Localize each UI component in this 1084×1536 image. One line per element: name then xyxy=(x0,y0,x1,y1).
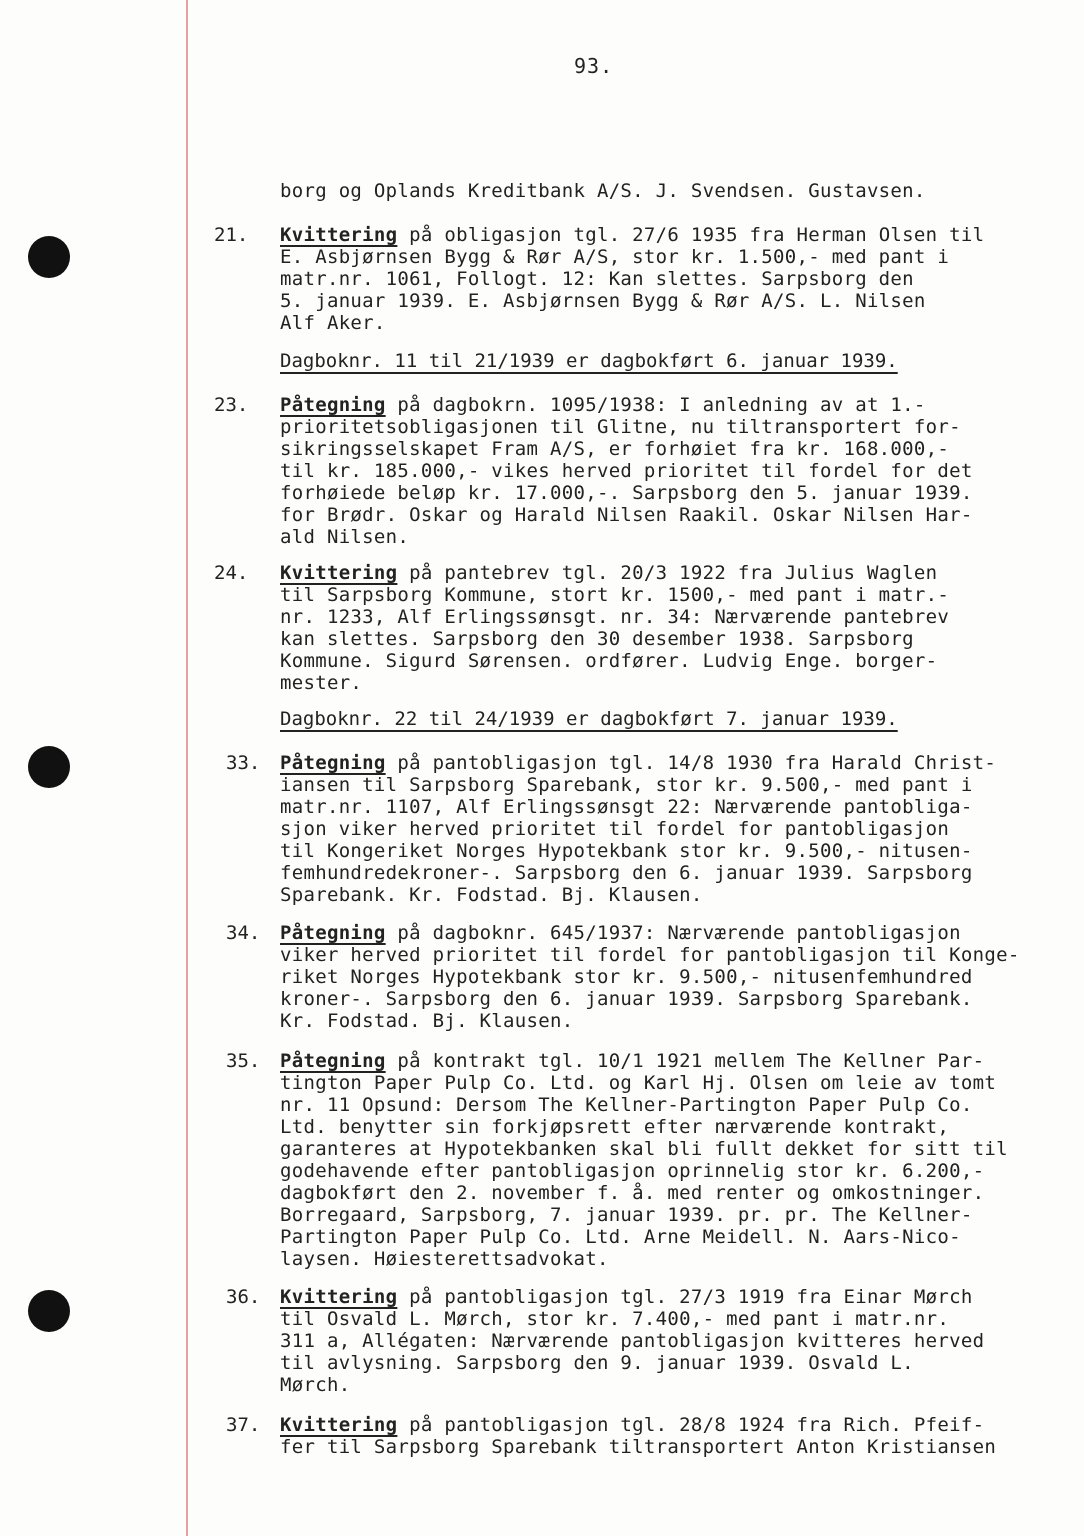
entry-line: 311 a, Allégaten: Nærværende pantobligasjon kvitteres herved xyxy=(280,1330,985,1352)
entry-line: Kvittering på pantobligasjon tgl. 27/3 1919 fra Einar Mørch xyxy=(280,1286,973,1308)
entry-line: nr. 1233, Alf Erlingssønsgt. nr. 34: Nærværende pantebrev xyxy=(280,606,950,628)
entry-number: 36. xyxy=(226,1286,261,1308)
entry-heading: Kvittering xyxy=(280,1286,398,1308)
entry-line: prioritetsobligasjonen til Glitne, nu tiltransportert for- xyxy=(280,416,961,438)
entry-line: Påtegning på dagboknr. 645/1937: Nærværende pantobligasjon xyxy=(280,922,961,944)
entry-line: mester. xyxy=(280,672,363,694)
entry-number: 23. xyxy=(214,394,249,416)
entry-line: Påtegning på pantobligasjon tgl. 14/8 1930 fra Harald Christ- xyxy=(280,752,997,774)
entry-line: for Brødr. Oskar og Harald Nilsen Raakil. Oskar Nilsen Har- xyxy=(280,504,973,526)
entry-line: matr.nr. 1061, Follogt. 12: Kan slettes. Sarpsborg den xyxy=(280,268,914,290)
entry-number: 34. xyxy=(226,922,261,944)
punch-hole xyxy=(28,236,70,278)
entry-line: Kr. Fodstad. Bj. Klausen. xyxy=(280,1010,574,1032)
entry-line: Kvittering på pantobligasjon tgl. 28/8 1924 fra Rich. Pfeif- xyxy=(280,1414,985,1436)
entry-line: E. Asbjørnsen Bygg & Rør A/S, stor kr. 1.500,- med pant i xyxy=(280,246,950,268)
punch-hole xyxy=(28,746,70,788)
header-line: borg og Oplands Kreditbank A/S. J. Svendsen. Gustavsen. xyxy=(280,180,926,202)
entry-line: Sparebank. Kr. Fodstad. Bj. Klausen. xyxy=(280,884,703,906)
entry-line: matr.nr. 1107, Alf Erlingssønsgt 22: Nærværende pantobliga- xyxy=(280,796,973,818)
entry-line: Ltd. benytter sin forkjøpsrett efter nærværende kontrakt, xyxy=(280,1116,950,1138)
punch-hole xyxy=(28,1290,70,1332)
entry-line: dagbokført den 2. november f. å. med renter og omkostninger. xyxy=(280,1182,985,1204)
entry-line: til Kongeriket Norges Hypotekbank stor kr. 9.500,- nitusen- xyxy=(280,840,973,862)
entry-line: iansen til Sarpsborg Sparebank, stor kr. 9.500,- med pant i xyxy=(280,774,973,796)
dagbok-note: Dagboknr. 11 til 21/1939 er dagbokført 6. januar 1939. xyxy=(280,350,898,372)
entry-line: viker herved prioritet til fordel for pantobligasjon til Konge- xyxy=(280,944,1020,966)
entry-line: godehavende efter pantobligasjon oprinnelig stor kr. 6.200,- xyxy=(280,1160,985,1182)
entry-heading: Påtegning xyxy=(280,1050,386,1072)
entry-heading: Kvittering xyxy=(280,562,398,584)
entry-line: kroner-. Sarpsborg den 6. januar 1939. Sarpsborg Sparebank. xyxy=(280,988,973,1010)
entry-number: 37. xyxy=(226,1414,261,1436)
entry-number: 24. xyxy=(214,562,249,584)
entry-number: 21. xyxy=(214,224,249,246)
entry-line: ald Nilsen. xyxy=(280,526,410,548)
entry-heading: Kvittering xyxy=(280,224,398,246)
entry-heading: Påtegning xyxy=(280,752,386,774)
entry-line: Kvittering på pantebrev tgl. 20/3 1922 fra Julius Waglen xyxy=(280,562,938,584)
page-number: 93. xyxy=(574,54,614,78)
entry-line: til avlysning. Sarpsborg den 9. januar 1939. Osvald L. xyxy=(280,1352,914,1374)
entry-line: Påtegning på dagbokrn. 1095/1938: I anledning av at 1.- xyxy=(280,394,926,416)
entry-heading: Påtegning xyxy=(280,394,386,416)
entry-line: Alf Aker. xyxy=(280,312,386,334)
entry-line: Borregaard, Sarpsborg, 7. januar 1939. pr. pr. The Kellner- xyxy=(280,1204,973,1226)
entry-line: til Sarpsborg Kommune, stort kr. 1500,- med pant i matr.- xyxy=(280,584,950,606)
entry-line: laysen. Høiesterettsadvokat. xyxy=(280,1248,609,1270)
entry-line: femhundredekroner-. Sarpsborg den 6. januar 1939. Sarpsborg xyxy=(280,862,973,884)
entry-line: nr. 11 Opsund: Dersom The Kellner-Partington Paper Pulp Co. xyxy=(280,1094,973,1116)
entry-line: fer til Sarpsborg Sparebank tiltransportert Anton Kristiansen xyxy=(280,1436,997,1458)
entry-line: Kvittering på obligasjon tgl. 27/6 1935 fra Herman Olsen til xyxy=(280,224,985,246)
entry-line: til kr. 185.000,- vikes herved prioritet til fordel for det xyxy=(280,460,973,482)
entry-line: Kommune. Sigurd Sørensen. ordfører. Ludvig Enge. borger- xyxy=(280,650,938,672)
entry-line: Partington Paper Pulp Co. Ltd. Arne Meidell. N. Aars-Nico- xyxy=(280,1226,961,1248)
entry-heading: Kvittering xyxy=(280,1414,398,1436)
entry-line: tington Paper Pulp Co. Ltd. og Karl Hj. Olsen om leie av tomt xyxy=(280,1072,997,1094)
entry-line: kan slettes. Sarpsborg den 30 desember 1938. Sarpsborg xyxy=(280,628,914,650)
entry-number: 35. xyxy=(226,1050,261,1072)
entry-line: Mørch. xyxy=(280,1374,351,1396)
entry-line: riket Norges Hypotekbank stor kr. 9.500,- nitusenfemhundred xyxy=(280,966,973,988)
entry-line: sikringsselskapet Fram A/S, er forhøiet fra kr. 168.000,- xyxy=(280,438,950,460)
entry-line: til Osvald L. Mørch, stor kr. 7.400,- med pant i matr.nr. xyxy=(280,1308,950,1330)
margin-line xyxy=(186,0,188,1536)
entry-number: 33. xyxy=(226,752,261,774)
entry-line: sjon viker herved prioritet til fordel for pantobligasjon xyxy=(280,818,950,840)
entry-line: forhøiede beløp kr. 17.000,-. Sarpsborg den 5. januar 1939. xyxy=(280,482,973,504)
entry-line: Påtegning på kontrakt tgl. 10/1 1921 mellem The Kellner Par- xyxy=(280,1050,985,1072)
entry-line: garanteres at Hypotekbanken skal bli fullt dekket for sitt til xyxy=(280,1138,1008,1160)
entry-heading: Påtegning xyxy=(280,922,386,944)
dagbok-note: Dagboknr. 22 til 24/1939 er dagbokført 7. januar 1939. xyxy=(280,708,898,730)
entry-line: 5. januar 1939. E. Asbjørnsen Bygg & Rør A/S. L. Nilsen xyxy=(280,290,926,312)
